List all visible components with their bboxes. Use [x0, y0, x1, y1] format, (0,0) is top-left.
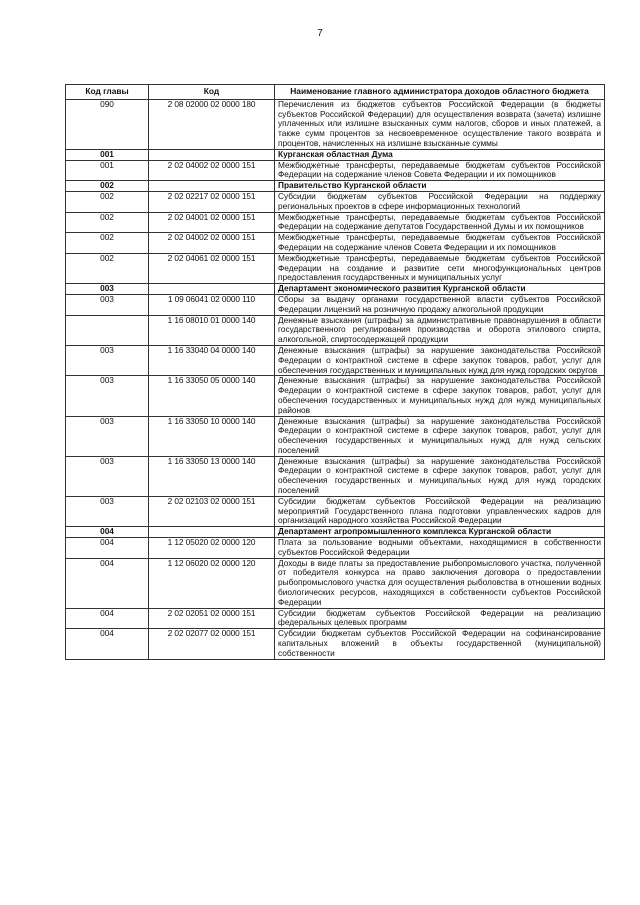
name-cell: Субсидии бюджетам субъектов Российской Федерации на поддержку региональных проектов в сфере информационных технологий — [275, 191, 605, 212]
code-cell — [149, 527, 275, 538]
chapter-code-cell: 004 — [66, 629, 149, 659]
code-cell: 1 16 33040 04 0000 140 — [149, 345, 275, 375]
table-row — [66, 496, 605, 526]
chapter-code-cell: 002 — [66, 233, 149, 254]
code-cell: 2 02 04061 02 0000 151 — [149, 253, 275, 283]
name-cell: Перечисления из бюджетов субъектов Российской Федерации (в бюджеты субъектов Российской Федерации) для осуществления возврата (зачета) излишне уплаченных или излишне взысканных сумм налогов, сборов и иных платежей, а также сумм процентов за несвоевременное осуществление такого возврата и процентов, начисленных на излишне взысканные суммы — [275, 99, 605, 149]
name-cell: Субсидии бюджетам субъектов Российской Федерации на реализацию федеральных целевых программ — [275, 608, 605, 629]
name-cell: Субсидии бюджетам субъектов Российской Федерации на реализацию мероприятий Государственного плана подготовки управленческих кадров для организаций народного хозяйства Российской Федерации — [275, 496, 605, 526]
code-cell: 1 09 06041 02 0000 110 — [149, 294, 275, 315]
table-section-row — [66, 149, 605, 160]
chapter-code-cell: 002 — [66, 253, 149, 283]
page-number: 7 — [317, 28, 323, 39]
table-row — [66, 376, 605, 416]
name-cell: Денежные взыскания (штрафы) за административные правонарушения в области государственного регулирования производства и оборота этилового спирта, алкогольной, спиртосодержащей продукции — [275, 315, 605, 345]
code-cell: 2 02 02103 02 0000 151 — [149, 496, 275, 526]
name-cell: Денежные взыскания (штрафы) за нарушение законодательства Российской Федерации о контрактной системе в сфере закупок товаров, работ, услуг для обеспечения государственных и муниципальных нужд для нужд городских поселений — [275, 456, 605, 496]
chapter-code-cell: 001 — [66, 149, 149, 160]
name-cell: Межбюджетные трансферты, передаваемые бюджетам субъектов Российской Федерации на содержание членов Совета Федерации и их помощников — [275, 233, 605, 254]
chapter-code-cell: 003 — [66, 456, 149, 496]
chapter-code-cell: 003 — [66, 284, 149, 295]
header-administrator-name: Наименование главного администратора доходов областного бюджета — [275, 85, 605, 100]
chapter-code-cell: 003 — [66, 416, 149, 456]
table-section-row — [66, 284, 605, 295]
table-row — [66, 294, 605, 315]
table-row — [66, 253, 605, 283]
revenue-administrators-table — [65, 84, 605, 660]
table-row — [66, 608, 605, 629]
code-cell: 2 02 02217 02 0000 151 — [149, 191, 275, 212]
table-section-row — [66, 181, 605, 192]
code-cell: 1 16 33050 10 0000 140 — [149, 416, 275, 456]
chapter-code-cell: 003 — [66, 376, 149, 416]
name-cell: Денежные взыскания (штрафы) за нарушение законодательства Российской Федерации о контрактной системе в сфере закупок товаров, работ, услуг для обеспечения государственных и муниципальных нужд для нужд сельских поселений — [275, 416, 605, 456]
chapter-code-cell: 090 — [66, 99, 149, 149]
name-cell: Курганская областная Дума — [275, 149, 605, 160]
name-cell: Денежные взыскания (штрафы) за нарушение законодательства Российской Федерации о контрактной системе в сфере закупок товаров, работ, услуг для обеспечения государственных и муниципальных нужд для нужд городских округов — [275, 345, 605, 375]
chapter-code-cell: 003 — [66, 496, 149, 526]
table-row — [66, 416, 605, 456]
chapter-code-cell: 001 — [66, 160, 149, 181]
table-section-row — [66, 527, 605, 538]
chapter-code-cell: 003 — [66, 294, 149, 315]
code-cell — [149, 149, 275, 160]
table-row — [66, 345, 605, 375]
name-cell: Правительство Курганской области — [275, 181, 605, 192]
table-row — [66, 212, 605, 233]
table-row — [66, 629, 605, 659]
name-cell: Сборы за выдачу органами государственной власти субъектов Российской Федерации лицензий на розничную продажу алкогольной продукции — [275, 294, 605, 315]
code-cell: 1 16 08010 01 0000 140 — [149, 315, 275, 345]
code-cell: 1 16 33050 13 0000 140 — [149, 456, 275, 496]
chapter-code-cell: 002 — [66, 181, 149, 192]
code-cell: 2 02 02051 02 0000 151 — [149, 608, 275, 629]
code-cell: 1 12 06020 02 0000 120 — [149, 558, 275, 608]
name-cell: Денежные взыскания (штрафы) за нарушение законодательства Российской Федерации о контрактной системе в сфере закупок товаров, работ, услуг для обеспечения государственных и муниципальных нужд для нужд муниципальных районов — [275, 376, 605, 416]
chapter-code-cell: 004 — [66, 527, 149, 538]
header-code: Код — [149, 85, 275, 100]
table-row — [66, 456, 605, 496]
code-cell — [149, 181, 275, 192]
header-chapter-code: Код главы — [66, 85, 149, 100]
chapter-code-cell: 003 — [66, 345, 149, 375]
chapter-code-cell: 004 — [66, 608, 149, 629]
chapter-code-cell: 002 — [66, 191, 149, 212]
table-row — [66, 315, 605, 345]
table-row — [66, 191, 605, 212]
code-cell: 2 02 04002 02 0000 151 — [149, 160, 275, 181]
chapter-code-cell: 002 — [66, 212, 149, 233]
name-cell: Департамент агропромышленного комплекса Курганской области — [275, 527, 605, 538]
code-cell: 2 02 02077 02 0000 151 — [149, 629, 275, 659]
name-cell: Межбюджетные трансферты, передаваемые бюджетам субъектов Российской Федерации на создание и развитие сети многофункциональных центров предоставления государственных и муниципальных услуг — [275, 253, 605, 283]
table-row — [66, 99, 605, 149]
code-cell: 1 12 05020 02 0000 120 — [149, 538, 275, 559]
chapter-code-cell: 004 — [66, 538, 149, 559]
table-row — [66, 538, 605, 559]
table-row — [66, 233, 605, 254]
name-cell: Департамент экономического развития Курганской области — [275, 284, 605, 295]
table-header-row — [66, 85, 605, 100]
chapter-code-cell — [66, 315, 149, 345]
name-cell: Межбюджетные трансферты, передаваемые бюджетам субъектов Российской Федерации на содержание членов Совета Федерации и их помощников — [275, 160, 605, 181]
code-cell: 1 16 33050 05 0000 140 — [149, 376, 275, 416]
name-cell: Межбюджетные трансферты, передаваемые бюджетам субъектов Российской Федерации на содержание депутатов Государственной Думы и их помощников — [275, 212, 605, 233]
table-row — [66, 558, 605, 608]
name-cell: Плата за пользование водными объектами, находящимися в собственности субъектов Российской Федерации — [275, 538, 605, 559]
code-cell: 2 08 02000 02 0000 180 — [149, 99, 275, 149]
chapter-code-cell: 004 — [66, 558, 149, 608]
code-cell: 2 02 04001 02 0000 151 — [149, 212, 275, 233]
code-cell: 2 02 04002 02 0000 151 — [149, 233, 275, 254]
table-row — [66, 160, 605, 181]
name-cell: Субсидии бюджетам субъектов Российской Федерации на софинансирование капитальных вложений в объекты государственной (муниципальной) собственности — [275, 629, 605, 659]
name-cell: Доходы в виде платы за предоставление рыбопромыслового участка, полученной от победителя конкурса на право заключения договора о предоставлении рыбопромыслового участка для осуществления рыболовства в отношении водных биологических ресурсов, находящихся в собственности субъектов Российской Федерации — [275, 558, 605, 608]
code-cell — [149, 284, 275, 295]
